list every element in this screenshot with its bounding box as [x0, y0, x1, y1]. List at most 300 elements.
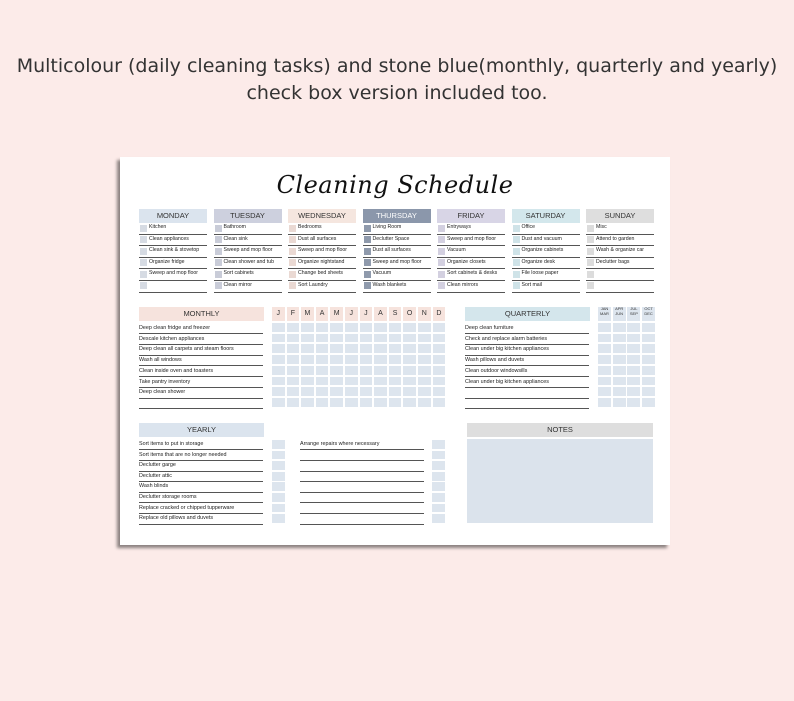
monthly-checkbox[interactable]: [301, 377, 314, 386]
monthly-checkbox[interactable]: [316, 323, 329, 332]
task-label: Vacuum: [372, 270, 392, 277]
day-task-row: [363, 246, 431, 258]
monthly-checkbox[interactable]: [418, 366, 431, 375]
task-checkbox[interactable]: [438, 236, 445, 243]
quarterly-checkbox[interactable]: [642, 387, 655, 396]
task-checkbox[interactable]: [364, 259, 371, 266]
quarterly-checkbox[interactable]: [642, 334, 655, 343]
monthly-checkbox[interactable]: [272, 377, 285, 386]
quarterly-checkbox[interactable]: [642, 344, 655, 353]
monthly-checkbox[interactable]: [433, 355, 446, 364]
monthly-checkbox[interactable]: [433, 366, 446, 375]
notes-header: NOTES: [467, 423, 653, 437]
yearly-task: [300, 513, 424, 524]
quarter-header: [627, 307, 640, 321]
monthly-checkbox[interactable]: [433, 398, 446, 407]
monthly-checkbox[interactable]: [316, 355, 329, 364]
day-task-row: [363, 235, 431, 247]
task-label: Misc: [596, 224, 607, 230]
quarterly-checkbox[interactable]: [598, 334, 611, 343]
monthly-checkbox[interactable]: [418, 323, 431, 332]
monthly-checkbox[interactable]: [403, 387, 416, 396]
monthly-checkbox[interactable]: [403, 355, 416, 364]
monthly-checkbox[interactable]: [301, 387, 314, 396]
monthly-checkbox[interactable]: [345, 334, 358, 343]
caption-line-1: Multicolour (daily cleaning tasks) and stone blue(monthly, quarterly and yearly): [16, 55, 778, 77]
month-header: J: [272, 307, 285, 321]
yearly-task: Replace cracked or chipped tupperware: [139, 503, 263, 514]
monthly-checkbox[interactable]: [287, 398, 300, 407]
quarterly-checkbox[interactable]: [598, 344, 611, 353]
monthly-checkbox[interactable]: [316, 377, 329, 386]
monthly-checkbox[interactable]: [287, 355, 300, 364]
monthly-checkbox[interactable]: [287, 323, 300, 332]
yearly-task: Replace old pillows and duvets: [139, 513, 263, 524]
monthly-checkbox[interactable]: [330, 344, 343, 353]
task-label: Attend to garden: [596, 235, 635, 242]
task-label: Dust all surfaces: [298, 235, 337, 242]
monthly-checkbox[interactable]: [403, 334, 416, 343]
yearly-task: Wash blinds: [139, 481, 263, 492]
task-label: Clean mirror: [223, 281, 253, 288]
task-label: File loose paper: [521, 270, 559, 277]
monthly-checkbox[interactable]: [389, 377, 402, 386]
monthly-checkbox[interactable]: [287, 377, 300, 386]
month-header: A: [374, 307, 387, 321]
task-checkbox[interactable]: [289, 248, 296, 255]
day-header: THURSDAY: [363, 209, 431, 223]
monthly-checkbox[interactable]: [316, 334, 329, 343]
monthly-checkbox[interactable]: [360, 387, 373, 396]
task-label: Bathroom: [223, 224, 246, 230]
task-checkbox[interactable]: [215, 282, 222, 289]
quarterly-task: Clean under big kitchen appliances: [465, 344, 589, 355]
task-checkbox[interactable]: [513, 271, 520, 278]
task-label: Living Room: [372, 224, 402, 230]
monthly-checkbox[interactable]: [360, 355, 373, 364]
monthly-checkbox[interactable]: [433, 377, 446, 386]
day-task-row: [288, 223, 356, 235]
yearly-checkbox[interactable]: [432, 504, 445, 513]
monthly-checkbox[interactable]: [316, 387, 329, 396]
day-task-row: [214, 246, 282, 258]
monthly-checkbox[interactable]: [418, 344, 431, 353]
task-checkbox[interactable]: [513, 236, 520, 243]
day-task-row: [437, 223, 505, 235]
monthly-checkbox[interactable]: [433, 387, 446, 396]
monthly-checkbox[interactable]: [360, 323, 373, 332]
quarterly-checkbox[interactable]: [613, 387, 626, 396]
monthly-checkbox[interactable]: [287, 366, 300, 375]
task-checkbox[interactable]: [438, 259, 445, 266]
monthly-checkbox[interactable]: [272, 344, 285, 353]
monthly-checkbox[interactable]: [360, 398, 373, 407]
day-task-row: [139, 258, 207, 270]
monthly-checkbox[interactable]: [403, 323, 416, 332]
monthly-checkbox[interactable]: [374, 377, 387, 386]
task-label: Clean appliances: [149, 235, 189, 242]
monthly-checkbox[interactable]: [403, 366, 416, 375]
quarterly-checkbox[interactable]: [613, 344, 626, 353]
month-header: S: [389, 307, 402, 321]
monthly-checkbox[interactable]: [374, 323, 387, 332]
monthly-checkbox[interactable]: [345, 387, 358, 396]
monthly-checkbox[interactable]: [272, 323, 285, 332]
quarterly-checkbox[interactable]: [642, 377, 655, 386]
task-checkbox[interactable]: [215, 259, 222, 266]
task-checkbox[interactable]: [289, 225, 296, 232]
task-checkbox[interactable]: [140, 236, 147, 243]
task-checkbox[interactable]: [587, 259, 594, 266]
task-checkbox[interactable]: [513, 248, 520, 255]
monthly-checkbox[interactable]: [389, 323, 402, 332]
caption-line-2: check box version included too.: [246, 82, 548, 104]
day-task-row: [288, 269, 356, 281]
task-checkbox[interactable]: [513, 225, 520, 232]
quarter-header: [613, 307, 626, 321]
task-checkbox[interactable]: [587, 248, 594, 255]
monthly-checkbox[interactable]: [389, 334, 402, 343]
quarterly-checkbox[interactable]: [627, 323, 640, 332]
monthly-checkbox[interactable]: [287, 387, 300, 396]
month-header: F: [287, 307, 300, 321]
task-checkbox[interactable]: [140, 259, 147, 266]
monthly-checkbox[interactable]: [433, 334, 446, 343]
yearly-checkbox[interactable]: [272, 482, 285, 491]
task-checkbox[interactable]: [513, 282, 520, 289]
monthly-checkbox[interactable]: [418, 334, 431, 343]
quarterly-task: Clean outdoor windowsills: [465, 366, 589, 377]
task-label: Clean sink: [223, 235, 248, 242]
task-checkbox[interactable]: [587, 271, 594, 278]
monthly-checkbox[interactable]: [301, 344, 314, 353]
quarterly-checkbox[interactable]: [598, 377, 611, 386]
day-header: TUESDAY: [214, 209, 282, 223]
quarterly-task: [465, 398, 589, 409]
quarterly-checkbox[interactable]: [613, 323, 626, 332]
quarterly-checkbox[interactable]: [627, 387, 640, 396]
day-header: SATURDAY: [512, 209, 580, 223]
task-label: Wash & organize car: [596, 247, 644, 254]
monthly-checkbox[interactable]: [360, 344, 373, 353]
monthly-checkbox[interactable]: [345, 323, 358, 332]
day-column-4: [437, 209, 505, 293]
monthly-task: Clean inside oven and toasters: [139, 366, 263, 377]
day-column-0: [139, 209, 207, 293]
day-task-row: [139, 269, 207, 281]
day-task-row: [586, 235, 654, 247]
quarter-end-month: JUN: [615, 310, 624, 316]
task-checkbox[interactable]: [364, 282, 371, 289]
task-checkbox[interactable]: [364, 271, 371, 278]
task-label: Clean shower and tub: [223, 258, 274, 265]
monthly-checkbox[interactable]: [301, 334, 314, 343]
yearly-checkbox[interactable]: [272, 472, 285, 481]
monthly-checkbox[interactable]: [389, 398, 402, 407]
task-label: Declutter Space: [372, 235, 410, 242]
task-label: Vacuum: [447, 247, 466, 254]
quarterly-checkbox[interactable]: [613, 377, 626, 386]
monthly-checkbox[interactable]: [360, 377, 373, 386]
task-label: Sweep and mop floor: [298, 247, 348, 254]
task-checkbox[interactable]: [587, 236, 594, 243]
yearly-checkbox[interactable]: [272, 504, 285, 513]
month-header: O: [403, 307, 416, 321]
monthly-checkbox[interactable]: [301, 366, 314, 375]
quarterly-checkbox[interactable]: [598, 387, 611, 396]
monthly-task: Take pantry inventory: [139, 377, 263, 388]
quarterly-header: QUARTERLY: [465, 307, 590, 321]
quarter-start-month: JAN: [600, 306, 609, 311]
monthly-checkbox[interactable]: [389, 366, 402, 375]
day-column-5: [512, 209, 580, 293]
quarterly-checkbox[interactable]: [642, 355, 655, 364]
task-checkbox[interactable]: [587, 225, 594, 232]
quarterly-checkbox[interactable]: [613, 355, 626, 364]
quarterly-checkbox[interactable]: [613, 398, 626, 407]
monthly-checkbox[interactable]: [374, 366, 387, 375]
monthly-checkbox[interactable]: [272, 334, 285, 343]
monthly-checkbox[interactable]: [330, 398, 343, 407]
task-label: Sort Laundry: [298, 281, 328, 288]
task-label: Dust and vacuum: [521, 235, 562, 242]
monthly-checkbox[interactable]: [374, 398, 387, 407]
monthly-checkbox[interactable]: [330, 334, 343, 343]
task-checkbox[interactable]: [438, 225, 445, 232]
monthly-checkbox[interactable]: [418, 355, 431, 364]
monthly-checkbox[interactable]: [418, 377, 431, 386]
monthly-checkbox[interactable]: [330, 387, 343, 396]
yearly-task: Sort items that are no longer needed: [139, 450, 263, 461]
monthly-checkbox[interactable]: [360, 334, 373, 343]
day-task-row: [363, 281, 431, 293]
day-header: MONDAY: [139, 209, 207, 223]
task-checkbox[interactable]: [289, 259, 296, 266]
monthly-checkbox[interactable]: [287, 344, 300, 353]
monthly-checkbox[interactable]: [330, 355, 343, 364]
yearly-checkbox[interactable]: [272, 451, 285, 460]
yearly-task: Sort items to put in storage: [139, 439, 263, 450]
yearly-checkbox[interactable]: [432, 514, 445, 523]
monthly-checkbox[interactable]: [360, 366, 373, 375]
day-task-row: [512, 281, 580, 293]
day-header: WEDNESDAY: [288, 209, 356, 223]
day-task-row: [437, 269, 505, 281]
day-task-row: [512, 269, 580, 281]
yearly-checkbox[interactable]: [272, 514, 285, 523]
task-checkbox[interactable]: [364, 248, 371, 255]
day-task-row: [586, 223, 654, 235]
monthly-checkbox[interactable]: [330, 377, 343, 386]
monthly-checkbox[interactable]: [374, 344, 387, 353]
monthly-checkbox[interactable]: [272, 398, 285, 407]
monthly-checkbox[interactable]: [316, 366, 329, 375]
task-checkbox[interactable]: [587, 282, 594, 289]
quarterly-checkbox[interactable]: [627, 377, 640, 386]
monthly-checkbox[interactable]: [330, 366, 343, 375]
monthly-checkbox[interactable]: [403, 377, 416, 386]
day-task-row: [512, 246, 580, 258]
yearly-checkbox[interactable]: [432, 440, 445, 449]
quarterly-task: Clean under big kitchen appliances: [465, 377, 589, 388]
task-label: Declutter bags: [596, 258, 630, 265]
task-checkbox[interactable]: [364, 225, 371, 232]
day-header: SUNDAY: [586, 209, 654, 223]
day-task-row: [586, 281, 654, 293]
task-checkbox[interactable]: [140, 282, 147, 289]
task-checkbox[interactable]: [215, 225, 222, 232]
day-task-row: [214, 258, 282, 270]
month-header: M: [301, 307, 314, 321]
task-checkbox[interactable]: [438, 271, 445, 278]
yearly-task: Declutter storage rooms: [139, 492, 263, 503]
task-checkbox[interactable]: [289, 236, 296, 243]
quarterly-task: Check and replace alarm batteries: [465, 334, 589, 345]
quarterly-checkbox[interactable]: [598, 355, 611, 364]
monthly-checkbox[interactable]: [374, 355, 387, 364]
monthly-checkbox[interactable]: [272, 366, 285, 375]
quarterly-task: Wash pillows and duvets: [465, 355, 589, 366]
yearly-checkbox[interactable]: [432, 493, 445, 502]
notes-area[interactable]: [467, 439, 653, 523]
monthly-task: [139, 398, 263, 409]
yearly-checkbox[interactable]: [432, 461, 445, 470]
task-label: Dust all surfaces: [372, 247, 411, 254]
quarterly-checkbox[interactable]: [642, 398, 655, 407]
monthly-checkbox[interactable]: [345, 366, 358, 375]
task-label: Sweep and mop floor: [149, 270, 199, 277]
task-label: Clean sink & stovetop: [149, 247, 200, 254]
quarter-start-month: OCT: [644, 306, 653, 311]
monthly-checkbox[interactable]: [418, 398, 431, 407]
task-checkbox[interactable]: [513, 259, 520, 266]
task-checkbox[interactable]: [289, 282, 296, 289]
day-column-2: [288, 209, 356, 293]
task-label: Kitchen: [149, 224, 167, 230]
day-task-row: [363, 223, 431, 235]
day-task-row: [437, 258, 505, 270]
day-task-row: [437, 281, 505, 293]
monthly-checkbox[interactable]: [418, 387, 431, 396]
quarterly-checkbox[interactable]: [642, 366, 655, 375]
day-task-row: [586, 269, 654, 281]
day-task-row: [512, 223, 580, 235]
day-task-row: [139, 235, 207, 247]
monthly-checkbox[interactable]: [345, 344, 358, 353]
monthly-checkbox[interactable]: [301, 398, 314, 407]
task-label: Sort cabinets & desks: [447, 270, 498, 277]
task-label: Sort cabinets: [223, 270, 254, 277]
cleaning-schedule-sheet: [120, 157, 670, 545]
monthly-checkbox[interactable]: [403, 398, 416, 407]
yearly-checkbox[interactable]: [432, 482, 445, 491]
day-task-row: [214, 281, 282, 293]
yearly-checkbox[interactable]: [272, 440, 285, 449]
monthly-checkbox[interactable]: [374, 387, 387, 396]
quarterly-checkbox[interactable]: [598, 398, 611, 407]
day-task-row: [288, 281, 356, 293]
day-task-row: [437, 235, 505, 247]
monthly-checkbox[interactable]: [433, 344, 446, 353]
monthly-checkbox[interactable]: [389, 387, 402, 396]
day-task-row: [363, 258, 431, 270]
quarterly-checkbox[interactable]: [598, 323, 611, 332]
monthly-checkbox[interactable]: [301, 323, 314, 332]
task-label: Change bed sheets: [298, 270, 343, 277]
quarterly-checkbox[interactable]: [627, 366, 640, 375]
monthly-checkbox[interactable]: [301, 355, 314, 364]
task-checkbox[interactable]: [215, 271, 222, 278]
month-header: A: [316, 307, 329, 321]
monthly-checkbox[interactable]: [389, 355, 402, 364]
task-checkbox[interactable]: [364, 236, 371, 243]
task-checkbox[interactable]: [140, 271, 147, 278]
quarter-end-month: SEP: [629, 310, 638, 316]
monthly-checkbox[interactable]: [345, 355, 358, 364]
quarterly-checkbox[interactable]: [613, 334, 626, 343]
quarterly-checkbox[interactable]: [613, 366, 626, 375]
monthly-checkbox[interactable]: [433, 323, 446, 332]
day-task-row: [586, 258, 654, 270]
task-label: Office: [521, 224, 535, 230]
task-label: Organize nightstand: [298, 258, 345, 265]
day-task-row: [139, 246, 207, 258]
day-task-row: [288, 258, 356, 270]
yearly-checkbox[interactable]: [272, 493, 285, 502]
task-checkbox[interactable]: [289, 271, 296, 278]
monthly-checkbox[interactable]: [403, 344, 416, 353]
monthly-task: Descale kitchen appliances: [139, 334, 263, 345]
monthly-checkbox[interactable]: [374, 334, 387, 343]
monthly-checkbox[interactable]: [345, 377, 358, 386]
yearly-task: Declutter garge: [139, 460, 263, 471]
monthly-checkbox[interactable]: [316, 398, 329, 407]
task-checkbox[interactable]: [215, 236, 222, 243]
task-label: Sort mail: [521, 281, 542, 288]
task-checkbox[interactable]: [438, 282, 445, 289]
quarterly-checkbox[interactable]: [627, 398, 640, 407]
quarterly-checkbox[interactable]: [627, 355, 640, 364]
task-checkbox[interactable]: [140, 248, 147, 255]
quarter-header: [642, 307, 655, 321]
day-header: FRIDAY: [437, 209, 505, 223]
quarterly-checkbox[interactable]: [627, 334, 640, 343]
day-column-3: [363, 209, 431, 293]
task-label: Sweep and mop floor: [372, 258, 422, 265]
quarterly-checkbox[interactable]: [642, 323, 655, 332]
monthly-checkbox[interactable]: [389, 344, 402, 353]
quarterly-checkbox[interactable]: [598, 366, 611, 375]
monthly-checkbox[interactable]: [330, 323, 343, 332]
monthly-checkbox[interactable]: [272, 355, 285, 364]
day-task-row: [586, 246, 654, 258]
task-checkbox[interactable]: [215, 248, 222, 255]
task-checkbox[interactable]: [438, 248, 445, 255]
monthly-checkbox[interactable]: [316, 344, 329, 353]
monthly-checkbox[interactable]: [272, 387, 285, 396]
yearly-checkbox[interactable]: [432, 451, 445, 460]
task-label: Bedrooms: [298, 224, 322, 230]
monthly-checkbox[interactable]: [287, 334, 300, 343]
yearly-checkbox[interactable]: [272, 461, 285, 470]
day-task-row: [214, 235, 282, 247]
task-checkbox[interactable]: [140, 225, 147, 232]
yearly-checkbox[interactable]: [432, 472, 445, 481]
quarter-start-month: JUL: [630, 306, 638, 311]
quarterly-checkbox[interactable]: [627, 344, 640, 353]
monthly-checkbox[interactable]: [345, 398, 358, 407]
quarter-header: [598, 307, 611, 321]
